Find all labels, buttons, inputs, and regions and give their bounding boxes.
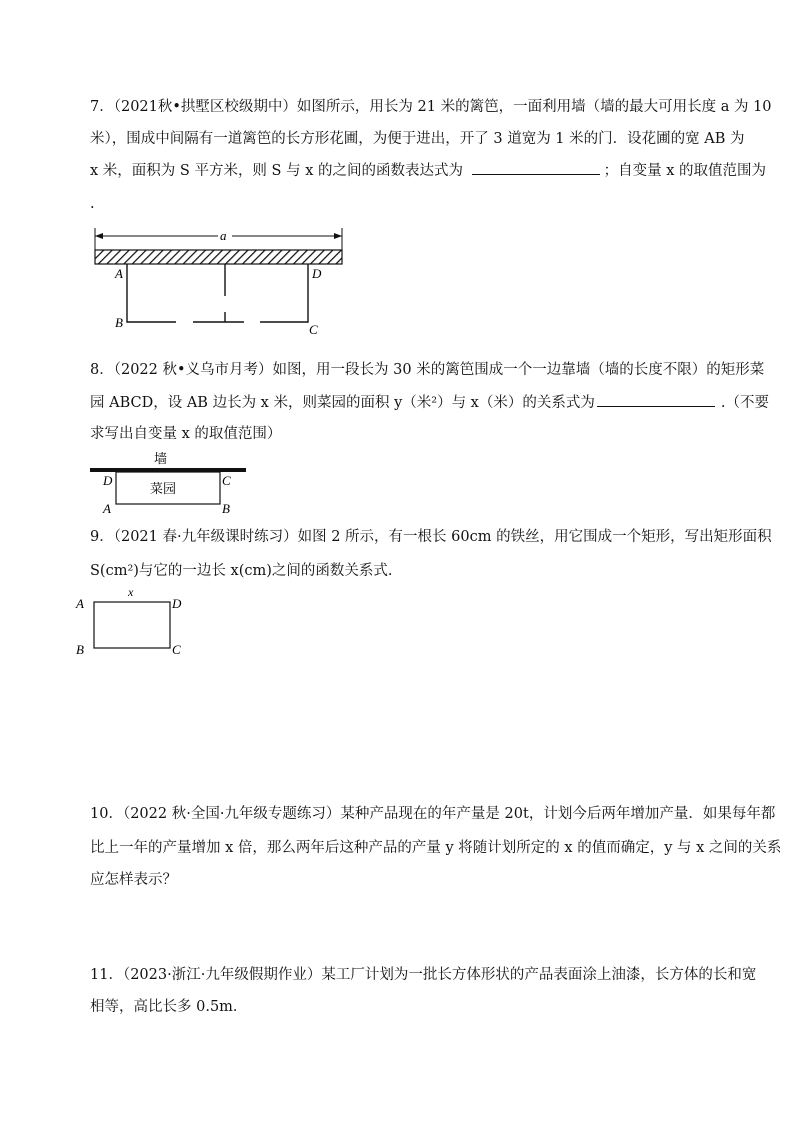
q10-line2: 比上一年的产量增加 x 倍，那么两年后这种产品的产量 y 将随计划所定的 x 的值而确定，y 与 x 之间的关系 [90, 840, 782, 856]
q8-label-C: C [222, 473, 231, 488]
q7-line3b: ；自变量 x 的取值范围为 [603, 163, 766, 179]
q9-figure [72, 584, 192, 660]
q8-line2b: .（不要 [720, 395, 769, 411]
q8-label-B: B [222, 501, 230, 516]
q8-answer-blank [597, 392, 715, 407]
q7-line4: . [90, 196, 95, 212]
q7-label-B: B [115, 315, 123, 330]
q8-line2 [90, 392, 769, 414]
q8-line1: 8．（2022 秋•义乌市月考）如图，用一段长为 30 米的篱笆围成一个一边靠墙（墙的长度不限）的矩形菜 [90, 362, 765, 378]
q7-label-a: a [220, 228, 227, 243]
q9-line2: S(cm²)与它的一边长 x(cm)之间的函数关系式. [90, 563, 393, 579]
q7-figure [80, 222, 360, 342]
q7-line1: 7．（2021秋•拱墅区校级期中）如图所示，用长为 21 米的篱笆，一面利用墙（墙的最大可用长度 a 为 10 [90, 99, 772, 115]
q10-line1: 10．（2022 秋·全国·九年级专题练习）某种产品现在的年产量是 20t，计划今后两年增加产量．如果每年都 [90, 806, 776, 822]
q9-label-C: C [172, 642, 181, 657]
q7-label-A: A [115, 266, 123, 281]
q8-label-wall: 墙 [154, 451, 168, 466]
q9-label-B: B [76, 642, 84, 657]
q7-answer-blank [472, 160, 600, 175]
q11-line1: 11．（2023·浙江·九年级假期作业）某工厂计划为一批长方体形状的产品表面涂上油漆，长方体的长和宽 [90, 967, 757, 983]
q10-line3: 应怎样表示？ [90, 872, 177, 888]
q8-line3: 求写出自变量 x 的取值范围） [90, 426, 282, 442]
q9-label-D: D [172, 596, 182, 611]
q7-label-C: C [309, 322, 318, 337]
q8-label-D: D [103, 473, 113, 488]
q8-label-A: A [103, 501, 111, 516]
q7-line2: 米），围成中间隔有一道篱笆的长方形花圃，为便于进出，开了 3 道宽为 1 米的门．设花圃的宽 AB 为 [90, 131, 745, 147]
q8-label-garden: 菜园 [150, 481, 177, 496]
q11-line2: 相等，高比长多 0.5m． [90, 999, 248, 1015]
q9-label-x: x [128, 585, 134, 599]
q8-figure [88, 450, 258, 516]
q7-line3a: x 米，面积为 S 平方米，则 S 与 x 的之间的函数表达式为 [90, 163, 463, 179]
q7-label-D: D [312, 266, 322, 281]
q9-label-A: A [76, 596, 84, 611]
q9-line1: 9．（2021 春·九年级课时练习）如图 2 所示，有一根长 60cm 的铁丝，用它围成一个矩形，写出矩形面积 [90, 529, 772, 545]
q7-line3 [90, 160, 766, 182]
q8-line2a: 园 ABCD，设 AB 边长为 x 米，则菜园的面积 y（米²）与 x（米）的关系式为 [90, 395, 595, 411]
